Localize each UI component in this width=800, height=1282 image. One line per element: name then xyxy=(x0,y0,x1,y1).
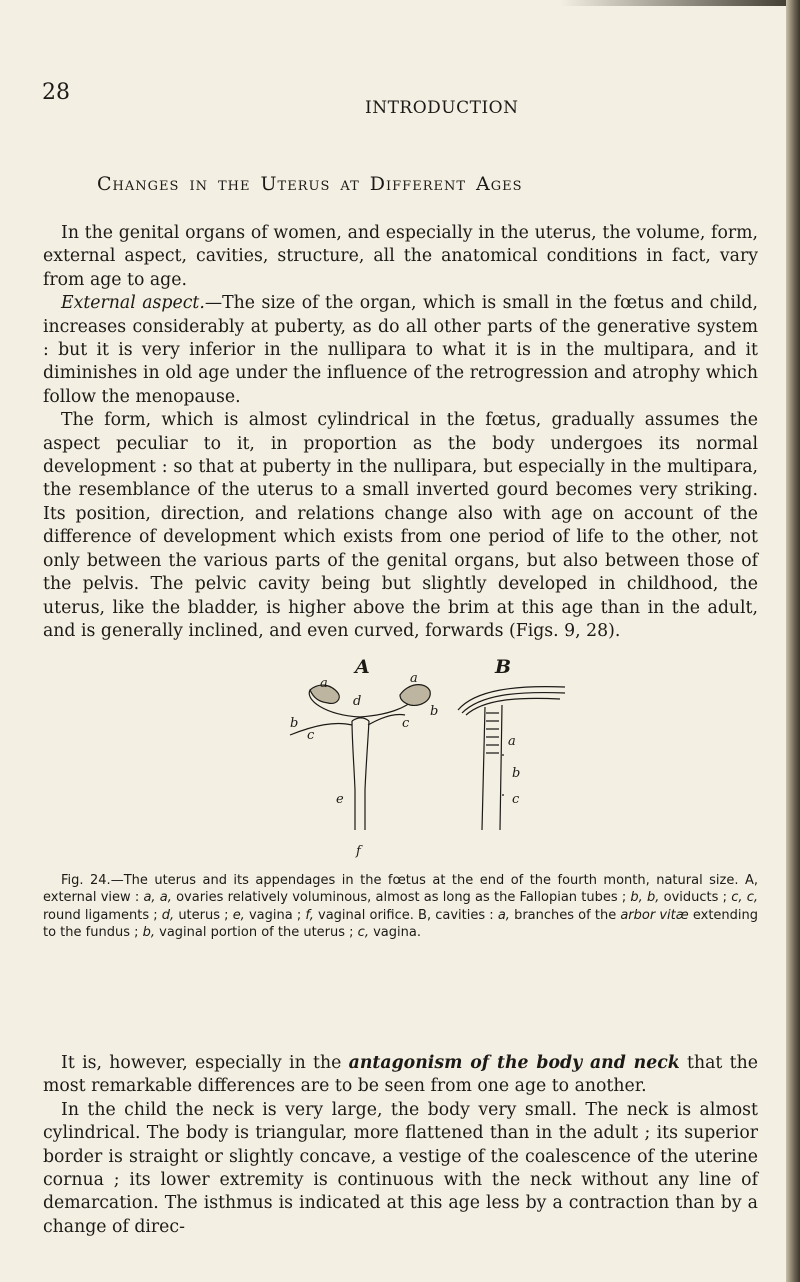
fig-letter-a: a xyxy=(410,671,418,686)
paragraph: The form, which is almost cylindrical in the fœtus, gradually assumes the aspect peculiar to it, in proportion as the body undergoes its normal development : so that at puberty in the nullipara, but especially in the multipara, the resemblance of the uterus to a small inverted gourd becomes very striking. Its position, direction, and relations change also with age on account of the difference of development which exists from one period of life to the other, not only between the various parts of the genital organs, but also between those of the pelvis. The pelvic cavity being but slightly developed in childhood, the uterus, like the bladder, is higher above the brim at this age than in the adult, and is generally inclined, and even curved, forwards (Figs. 9, 28). xyxy=(43,410,758,641)
fig-letter-c: c xyxy=(307,728,315,743)
caption-term: c, c, xyxy=(731,890,758,906)
fig-letter-f: f xyxy=(356,844,361,859)
fig-letter-c: c xyxy=(402,716,410,731)
paragraph-text: It is, however, especially in the xyxy=(61,1053,349,1073)
uterus-outline xyxy=(352,721,369,830)
paragraph-lead: External aspect. xyxy=(61,293,205,314)
caption-term: b, xyxy=(142,924,156,940)
caption-term: d, xyxy=(161,907,175,923)
paragraph-text: that the most remarkable differences are to be seen from one age to another. xyxy=(43,1053,758,1097)
paragraph xyxy=(43,1052,758,1099)
paragraph-emphasis: antagonism of the body and neck xyxy=(348,1053,680,1073)
arbor-vitae-branches xyxy=(486,713,499,753)
paragraph-text: —The size of the organ, which is small in the fœtus and child, increases considerably at puberty, as do all other parts of the generative system : but it is very inferior in the nullipara to what it is in the multipara, and it diminishes in old age under the influence of the retrogression and atrophy which follow the menopause. xyxy=(43,293,758,407)
caption-part: vagina. xyxy=(368,924,421,940)
figure-caption xyxy=(43,872,758,941)
caption-part: branches of the xyxy=(509,907,621,923)
body-text-top xyxy=(43,222,758,643)
paragraph: In the child the neck is very large, the body very small. The neck is almost cylindrical. The body is triangular, more flattened than in the adult ; its superior border is straight or slightly concave, a vestige of the coalescence of the uterine cornua ; its lower extremity is continuous with the neck without any line of demarcation. The isthmus is indicated at this age less by a contraction than by a change of direc- xyxy=(43,1099,758,1237)
caption-term: arbor vitæ xyxy=(620,907,689,923)
fundus-line-2 xyxy=(462,693,565,713)
leader-lines xyxy=(502,755,506,795)
caption-part: —The uterus and its appendages in the fœtus at the end of the fourth month, natural size. A, external view : xyxy=(43,873,758,906)
body-text-bottom xyxy=(43,1052,758,1239)
fig-letter-a: a xyxy=(508,734,516,749)
page-edge-shadow-right xyxy=(786,0,800,1282)
figure-label-b: B xyxy=(495,656,512,678)
caption-part: vaginal portion of the uterus ; xyxy=(155,924,358,940)
caption-term: a, xyxy=(497,907,510,923)
cavity-outline xyxy=(482,705,502,830)
caption-part: ovaries relatively voluminous, almost as long as the Fallopian tubes ; xyxy=(171,890,631,906)
caption-part: vagina ; xyxy=(244,907,306,923)
fig-letter-a: a xyxy=(320,676,328,691)
page-edge-shadow-top xyxy=(560,0,800,6)
fig-letter-b: b xyxy=(290,716,299,731)
fig-letter-e: e xyxy=(336,792,344,807)
caption-text xyxy=(43,872,758,941)
caption-term: f, xyxy=(305,907,314,923)
figure-label-a: A xyxy=(355,656,370,678)
fig-letter-d: d xyxy=(353,694,362,709)
caption-part: oviducts ; xyxy=(659,890,732,906)
fig-letter-c: c xyxy=(512,792,520,807)
fig-letter-b: b xyxy=(512,766,521,781)
figure-uterus-illustration xyxy=(270,655,600,870)
caption-part: extending to the fundus ; xyxy=(43,907,759,940)
figure-b-drawing xyxy=(458,687,565,830)
caption-term: b, b, xyxy=(630,890,660,906)
paragraph: In the genital organs of women, and especially in the uterus, the volume, form, external aspect, cavities, structure, all the anatomical conditions in fact, vary from age to age. xyxy=(43,223,758,290)
uterus-fundus xyxy=(352,718,369,721)
caption-part: round ligaments ; xyxy=(43,907,162,923)
caption-term: e, xyxy=(232,907,245,923)
caption-fig-number: Fig. 24. xyxy=(61,873,111,888)
caption-term: c, xyxy=(357,924,369,940)
fig-letter-b: b xyxy=(430,704,439,719)
caption-term: a, a, xyxy=(143,890,172,906)
paragraph xyxy=(43,292,758,409)
caption-part: vaginal orifice. B, cavities : xyxy=(313,907,498,923)
ovary-right xyxy=(400,685,430,706)
round-ligament-left xyxy=(290,723,352,735)
page-number: 28 xyxy=(42,80,70,105)
uterus-drawing xyxy=(270,655,600,870)
section-title: Changes in the Uterus at Different Ages xyxy=(97,173,523,195)
running-head: INTRODUCTION xyxy=(365,98,519,118)
caption-part: uterus ; xyxy=(174,907,233,923)
